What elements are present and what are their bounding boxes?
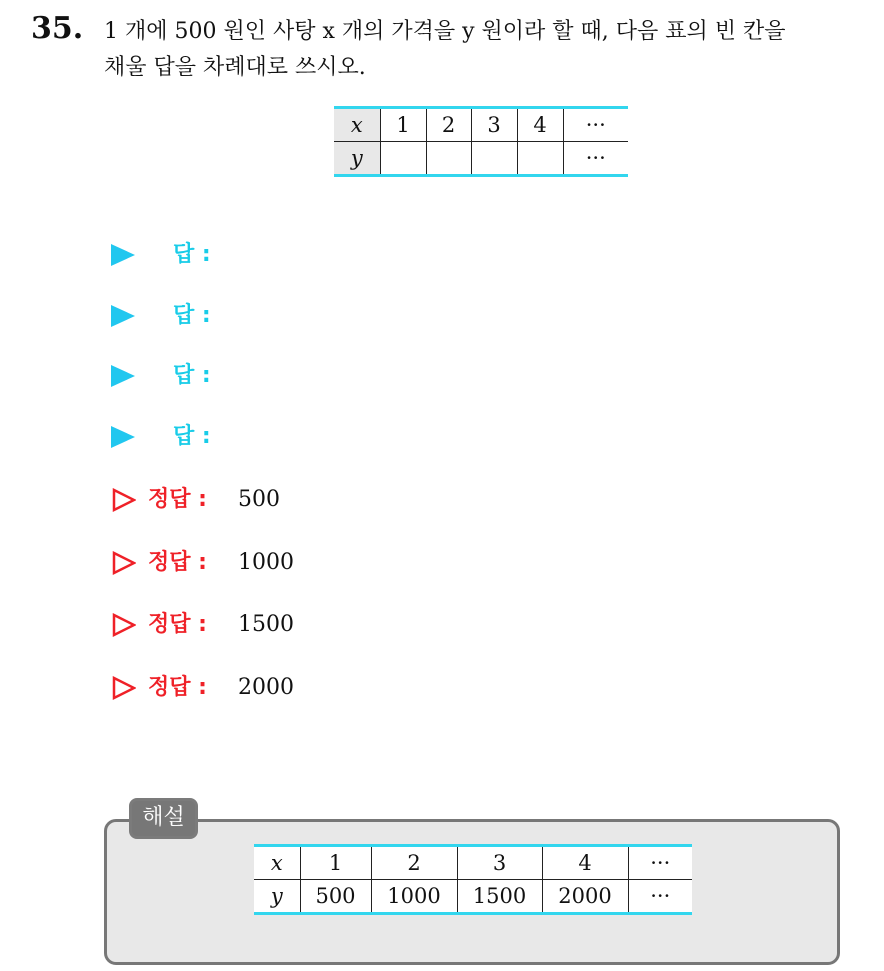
triangle-icon <box>111 244 135 266</box>
solution-value: 1500 <box>238 612 294 637</box>
explanation-table-cell: 3 <box>457 846 542 880</box>
outline-triangle-icon <box>112 551 136 575</box>
explanation-table-row-x <box>254 846 692 880</box>
triangle-icon <box>111 426 135 448</box>
outline-triangle-icon <box>112 676 136 700</box>
question-table-row-y <box>334 142 628 176</box>
answer-label: 답 : <box>173 363 211 388</box>
solution-row <box>112 544 294 582</box>
answer-row <box>111 238 211 272</box>
answer-label: 답 : <box>173 424 211 449</box>
explanation-table-cell: ··· <box>628 846 692 880</box>
explanation-table-cell: y <box>270 884 283 908</box>
explanation-table-cell: ··· <box>628 880 692 914</box>
explanation-table-cell: 1 <box>300 846 371 880</box>
triangle-icon <box>111 365 135 387</box>
triangle-icon <box>111 305 135 327</box>
answer-label: 답 : <box>173 242 211 267</box>
solution-value: 1000 <box>238 550 294 575</box>
question-table-blank-cell <box>517 142 563 176</box>
question-table-cell: ··· <box>563 108 628 142</box>
solution-label: 정답 : <box>148 675 207 700</box>
question-table-blank-cell <box>426 142 471 176</box>
question-table <box>334 106 628 177</box>
answer-label: 답 : <box>173 303 211 328</box>
solution-label: 정답 : <box>148 550 207 575</box>
solution-row <box>112 481 280 519</box>
explanation-table-cell: 1500 <box>457 880 542 914</box>
question-table-blank-cell <box>471 142 517 176</box>
explanation-title: 해설 <box>129 798 198 839</box>
explanation-table-cell: 2 <box>371 846 457 880</box>
question-table-cell: 4 <box>517 108 563 142</box>
question-table-cell: 3 <box>471 108 517 142</box>
question-table-cell: 2 <box>426 108 471 142</box>
answer-row <box>111 420 211 454</box>
solution-row <box>112 669 294 707</box>
explanation-table-cell: 500 <box>300 880 371 914</box>
solution-row <box>112 606 294 644</box>
problem-number: 35. <box>31 11 84 46</box>
explanation-table-row-y <box>254 880 692 914</box>
explanation-table <box>254 844 692 915</box>
solution-value: 500 <box>238 487 280 512</box>
explanation-table-cell: 1000 <box>371 880 457 914</box>
question-table-row-x <box>334 108 628 142</box>
explanation-table-cell: 2000 <box>542 880 628 914</box>
question-table-cell: 1 <box>380 108 426 142</box>
question-table-cell: x <box>334 108 380 142</box>
explanation-table-cell: x <box>254 846 300 880</box>
explanation-table-cell: 4 <box>542 846 628 880</box>
answer-row <box>111 299 211 333</box>
solution-label: 정답 : <box>148 487 207 512</box>
question-table-cell: ··· <box>563 142 628 176</box>
question-table-cell: y <box>334 142 380 176</box>
problem-text: 1 개에 500 원인 사탕 x 개의 가격을 y 원이라 할 때, 다음 표의 빈 칸을 채울 답을 차례대로 쓰시오. <box>104 19 786 80</box>
answer-row <box>111 359 211 393</box>
question-table-blank-cell <box>380 142 426 176</box>
solution-value: 2000 <box>238 675 294 700</box>
solution-label: 정답 : <box>148 612 207 637</box>
outline-triangle-icon <box>112 488 136 512</box>
outline-triangle-icon <box>112 613 136 637</box>
